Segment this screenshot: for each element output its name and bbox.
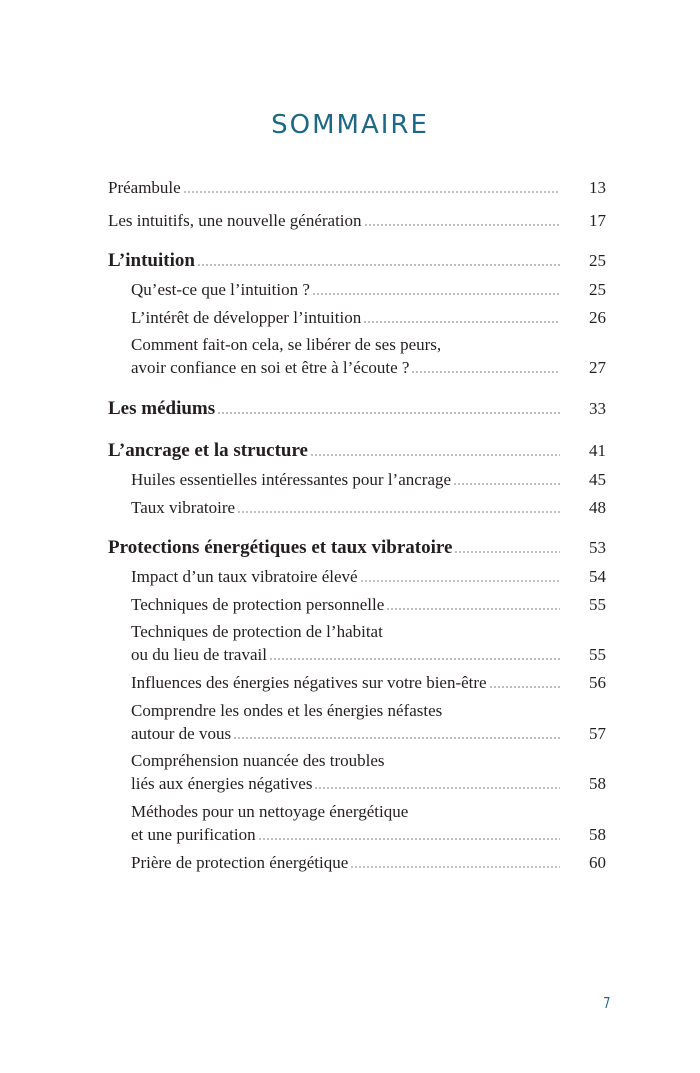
dot-leader (360, 580, 560, 582)
dot-leader (237, 511, 560, 513)
toc-page-number: 27 (589, 358, 606, 377)
toc-page-number: 33 (589, 399, 606, 418)
toc-entry-line (108, 176, 606, 199)
toc-entry-line (108, 536, 606, 559)
toc-entry-title: Les médiums (108, 398, 216, 419)
toc-entry-line (131, 851, 606, 874)
toc-entry-title: Protections énergétiques et taux vibratoire (108, 537, 453, 558)
toc-entry[interactable] (131, 306, 606, 329)
toc-entry[interactable] (131, 851, 606, 874)
toc-entry-title: Préambule (108, 178, 181, 197)
toc-entry-title: Techniques de protection personnelle (131, 595, 385, 614)
toc-entry-title: Les intuitifs, une nouvelle génération (108, 211, 362, 230)
toc-entry-line (108, 249, 606, 272)
toc-entry-title: avoir confiance en soi et être à l’écoute ? (131, 358, 410, 377)
toc-entry[interactable] (131, 565, 606, 588)
toc-entry-title: Compréhension nuancée des troubles (131, 751, 385, 770)
toc-page-number: 55 (589, 595, 606, 614)
toc-entry-title: Techniques de protection de l’habitat (131, 622, 383, 641)
toc-entry-line (131, 565, 606, 588)
toc-entry[interactable] (131, 278, 606, 301)
dot-leader (310, 454, 560, 456)
toc-entry-line (131, 772, 606, 795)
dot-leader (386, 608, 560, 610)
toc-entry-line (131, 468, 606, 491)
toc-page-number: 56 (589, 673, 606, 692)
toc-entry-title: ou du lieu de travail (131, 645, 267, 664)
toc-entry-title: Huiles essentielles intéressantes pour l’ancrage (131, 470, 452, 489)
toc-page-number: 58 (589, 825, 606, 844)
toc-entry[interactable] (131, 593, 606, 616)
dot-leader (312, 293, 560, 295)
page-title: SOMMAIRE (271, 110, 429, 140)
toc-entry-line (131, 671, 606, 694)
toc-entry[interactable] (108, 249, 606, 272)
toc-entry-line (108, 439, 606, 462)
toc-entry-line (131, 722, 606, 745)
dot-leader (183, 191, 560, 193)
toc-entry-title: Impact d’un taux vibratoire élevé (131, 567, 358, 586)
toc-page-number: 41 (589, 441, 606, 460)
toc-entry[interactable] (131, 333, 606, 379)
toc-entry[interactable] (108, 397, 606, 420)
dot-leader (269, 658, 560, 660)
toc-entry[interactable] (131, 800, 606, 846)
toc-page-number: 17 (589, 211, 606, 230)
toc-page-number: 45 (589, 470, 606, 489)
toc-entry-title: Taux vibratoire (131, 498, 236, 517)
dot-leader (411, 371, 560, 373)
dot-leader (363, 321, 560, 323)
dot-leader (364, 224, 560, 226)
toc-entry[interactable] (131, 496, 606, 519)
toc-entry-title: Influences des énergies négatives sur votre bien-être (131, 673, 487, 692)
toc-page-number: 57 (589, 724, 606, 743)
toc-entry-title: Comprendre les ondes et les énergies néfastes (131, 701, 443, 720)
toc-entry[interactable] (108, 176, 606, 199)
toc-page-number: 53 (589, 538, 606, 557)
toc-entry[interactable] (131, 468, 606, 491)
dot-leader (489, 686, 560, 688)
toc-entry[interactable] (131, 699, 606, 745)
toc-entry-title: L’intérêt de développer l’intuition (131, 308, 362, 327)
toc-page-number: 25 (589, 251, 606, 270)
toc-page-number: 60 (589, 853, 606, 872)
toc-entry-title: Méthodes pour un nettoyage énergétique (131, 802, 409, 821)
toc-entry-title: Qu’est-ce que l’intuition ? (131, 280, 310, 299)
toc-page-number: 54 (589, 567, 606, 586)
toc-entry[interactable] (131, 671, 606, 694)
toc-entry[interactable] (108, 536, 606, 559)
dot-leader (258, 838, 560, 840)
toc-entry[interactable] (131, 620, 606, 666)
dot-leader (350, 866, 560, 868)
toc-entry-line (131, 643, 606, 666)
toc-entry-title: Prière de protection énergétique (131, 853, 349, 872)
toc-entry-line (131, 593, 606, 616)
toc-entry-title: L’intuition (108, 250, 195, 271)
toc-page-number: 55 (589, 645, 606, 664)
toc-entry-line (131, 749, 606, 772)
toc-entry-line (131, 356, 606, 379)
toc-entry-line (108, 397, 606, 420)
dot-leader (217, 412, 560, 414)
toc-page-number: 25 (589, 280, 606, 299)
toc-entry[interactable] (108, 439, 606, 462)
toc-entry-line (131, 699, 606, 722)
dot-leader (197, 264, 560, 266)
dot-leader (454, 551, 560, 553)
toc-entry-title: Comment fait-on cela, se libérer de ses peurs, (131, 335, 442, 354)
toc-entry-line (131, 306, 606, 329)
toc-entry-line (131, 800, 606, 823)
toc-entry[interactable] (131, 749, 606, 795)
toc-page-number: 48 (589, 498, 606, 517)
toc-entry-title: autour de vous (131, 724, 232, 743)
page-number: 7 (603, 994, 611, 1012)
toc-page-number: 13 (589, 178, 606, 197)
dot-leader (233, 737, 560, 739)
toc-entry-title: L’ancrage et la structure (108, 440, 308, 461)
toc-entry-line (131, 823, 606, 846)
toc-entry-line (108, 209, 606, 232)
dot-leader (453, 483, 560, 485)
toc-entry-line (131, 620, 606, 643)
toc-entry[interactable] (108, 209, 606, 232)
toc-page-number: 58 (589, 774, 606, 793)
toc-entry-line (131, 278, 606, 301)
toc-entry-title: et une purification (131, 825, 256, 844)
toc-entry-title: liés aux énergies négatives (131, 774, 313, 793)
toc-entry-line (131, 333, 606, 356)
dot-leader (314, 787, 560, 789)
toc-page-number: 26 (589, 308, 606, 327)
toc-entry-line (131, 496, 606, 519)
